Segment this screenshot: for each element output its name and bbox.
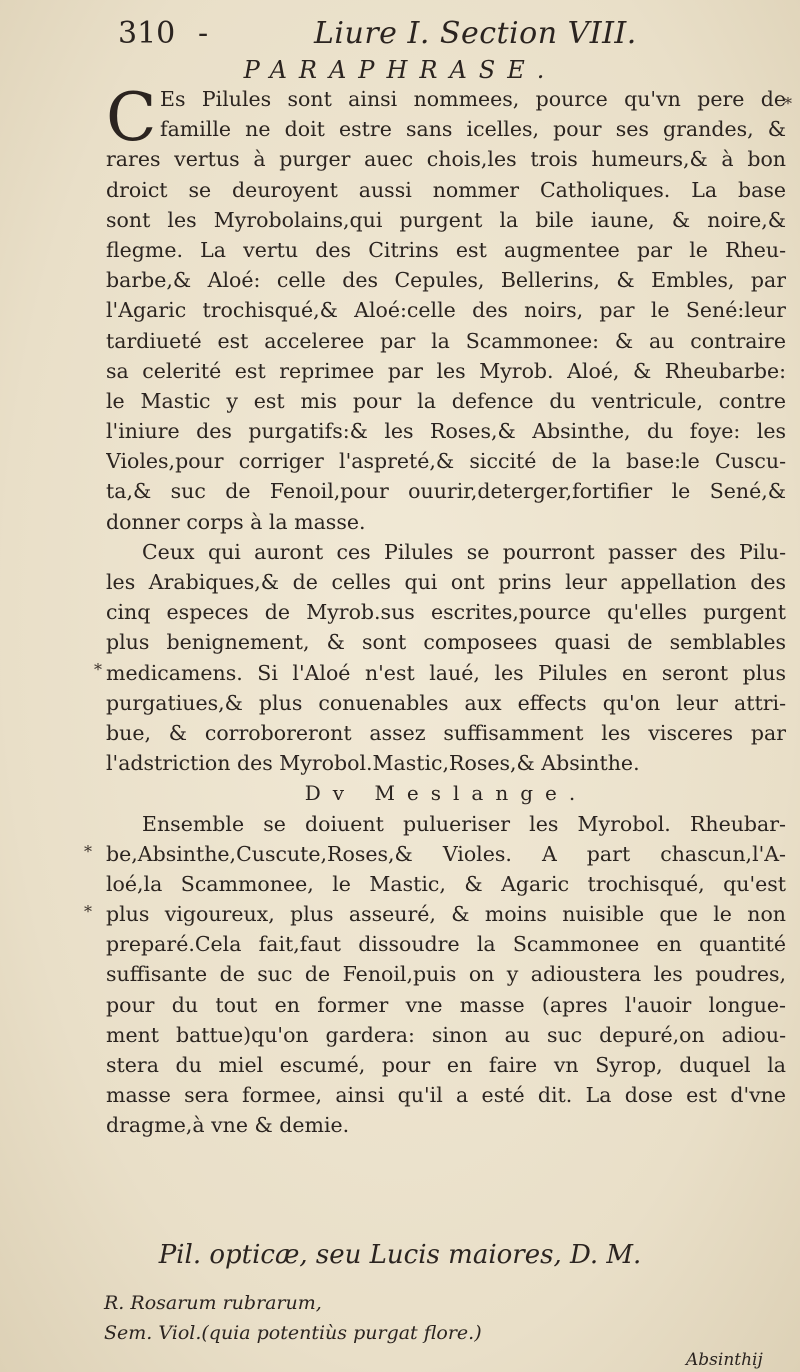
margin-asterisk-icon: *: [94, 660, 102, 679]
text-line: dragme,à vne & demie.: [106, 1113, 350, 1138]
text-line: flegme. La vertu des Citrins est augmentee par le Rheu-: [106, 237, 786, 262]
text-line: l'Agaric trochisqué,& Aloé:celle des noirs, par le Sené:leur: [106, 298, 786, 323]
text-line: be,Absinthe,Cuscute,Roses,& Violes. A part chascun,l'A-: [106, 841, 786, 866]
margin-asterisk-icon: *: [84, 902, 92, 921]
text-line: cinq especes de Myrob.sus escrites,pource qu'elles purgent: [106, 600, 786, 625]
text-line: plus vigoureux, plus asseuré, & moins nuisible que le non: [106, 902, 786, 927]
recipe-line: R. Rosarum rubrarum,: [104, 1292, 322, 1314]
recipe-heading: Pil. opticæ, seu Lucis maiores, D. M.: [158, 1240, 642, 1270]
section-title: PARAPHRASE.: [243, 56, 557, 84]
text-line: rares vertus à purger auec chois,les trois humeurs,& à bon: [106, 147, 786, 172]
text-line: plus benignement, & sont composees quasi de semblables: [106, 630, 786, 655]
page-number: 310: [118, 16, 176, 51]
text-line: donner corps à la masse.: [106, 509, 366, 534]
paragraph-1-opening: [106, 84, 786, 144]
text-line: tardiueté est acceleree par la Scammonee: & au contraire: [106, 328, 786, 353]
drop-capital: C: [106, 79, 157, 156]
text-line: Es Pilules sont ainsi nommees, pource qu'vn pere de: [160, 87, 786, 111]
margin-asterisk-icon: *: [84, 842, 92, 861]
text-line: bue, & corroboreront assez suffisamment les visceres par: [106, 720, 786, 745]
text-line: pour du tout en former vne masse (apres l'auoir longue-: [106, 992, 786, 1017]
text-line: medicamens. Si l'Aloé n'est laué, les Pilules en seront plus: [106, 660, 786, 685]
catchword: Absinthij: [686, 1350, 763, 1370]
text-line: sa celerité est reprimee par les Myrob. Aloé, & Rheubarbe:: [106, 358, 786, 383]
text-line: barbe,& Aloé: celle des Cepules, Bellerins, & Embles, par: [106, 268, 786, 293]
text-line: ta,& suc de Fenoil,pour ouurir,deterger,fortifier le Sené,&: [106, 479, 786, 504]
text-line: le Mastic y est mis pour la defence du ventricule, contre: [106, 388, 786, 413]
running-head: Liure I. Section VIII.: [314, 16, 637, 51]
text-line: Violes,pour corriger l'aspreté,& siccité de la base:le Cuscu-: [106, 449, 786, 474]
text-line: famille ne doit estre sans icelles, pour ses grandes, &: [160, 117, 786, 142]
text-line: l'adstriction des Myrobol.Mastic,Roses,& Absinthe.: [106, 751, 640, 776]
text-line: les Arabiques,& de celles qui ont prins leur appellation des: [106, 570, 786, 594]
text-line: l'iniure des purgatifs:& les Roses,& Absinthe, du foye: les: [106, 419, 786, 444]
page-header: [118, 14, 758, 54]
header-dash: -: [198, 16, 209, 51]
text-line: preparé.Cela fait,faut dissoudre la Scammonee en quantité: [106, 932, 786, 957]
text-line: masse sera formee, ainsi qu'il a esté dit. La dose est d'vne: [106, 1083, 786, 1108]
text-line: Ceux qui auront ces Pilules se pourront passer des Pilu-: [142, 539, 786, 564]
text-line: loé,la Scammonee, le Mastic, & Agaric trochisqué, qu'est: [106, 871, 786, 896]
text-line: stera du miel escumé, pour en faire vn Syrop, duquel la: [106, 1053, 786, 1077]
text-line: sont les Myrobolains,qui purgent la bile iaune, & noire,&: [106, 207, 786, 232]
recipe-line: Sem. Viol.(quia potentiùs purgat flore.): [104, 1322, 482, 1344]
text-line: droict se deuroyent aussi nommer Catholiques. La base: [106, 177, 786, 202]
text-line: suffisante de suc de Fenoil,puis on y adioustera les poudres,: [106, 962, 786, 987]
body-text: [106, 79, 786, 1141]
text-line: ment battue)qu'on gardera: sinon au suc depuré,on adiou-: [106, 1022, 786, 1047]
margin-asterisk-icon: *: [784, 94, 792, 113]
text-line: purgatiues,& plus conuenables aux effects qu'on leur attri-: [106, 690, 786, 715]
subheading: Dv Meslange.: [304, 781, 588, 806]
text-line: Ensemble se doiuent pulueriser les Myrobol. Rheubar-: [142, 811, 786, 836]
